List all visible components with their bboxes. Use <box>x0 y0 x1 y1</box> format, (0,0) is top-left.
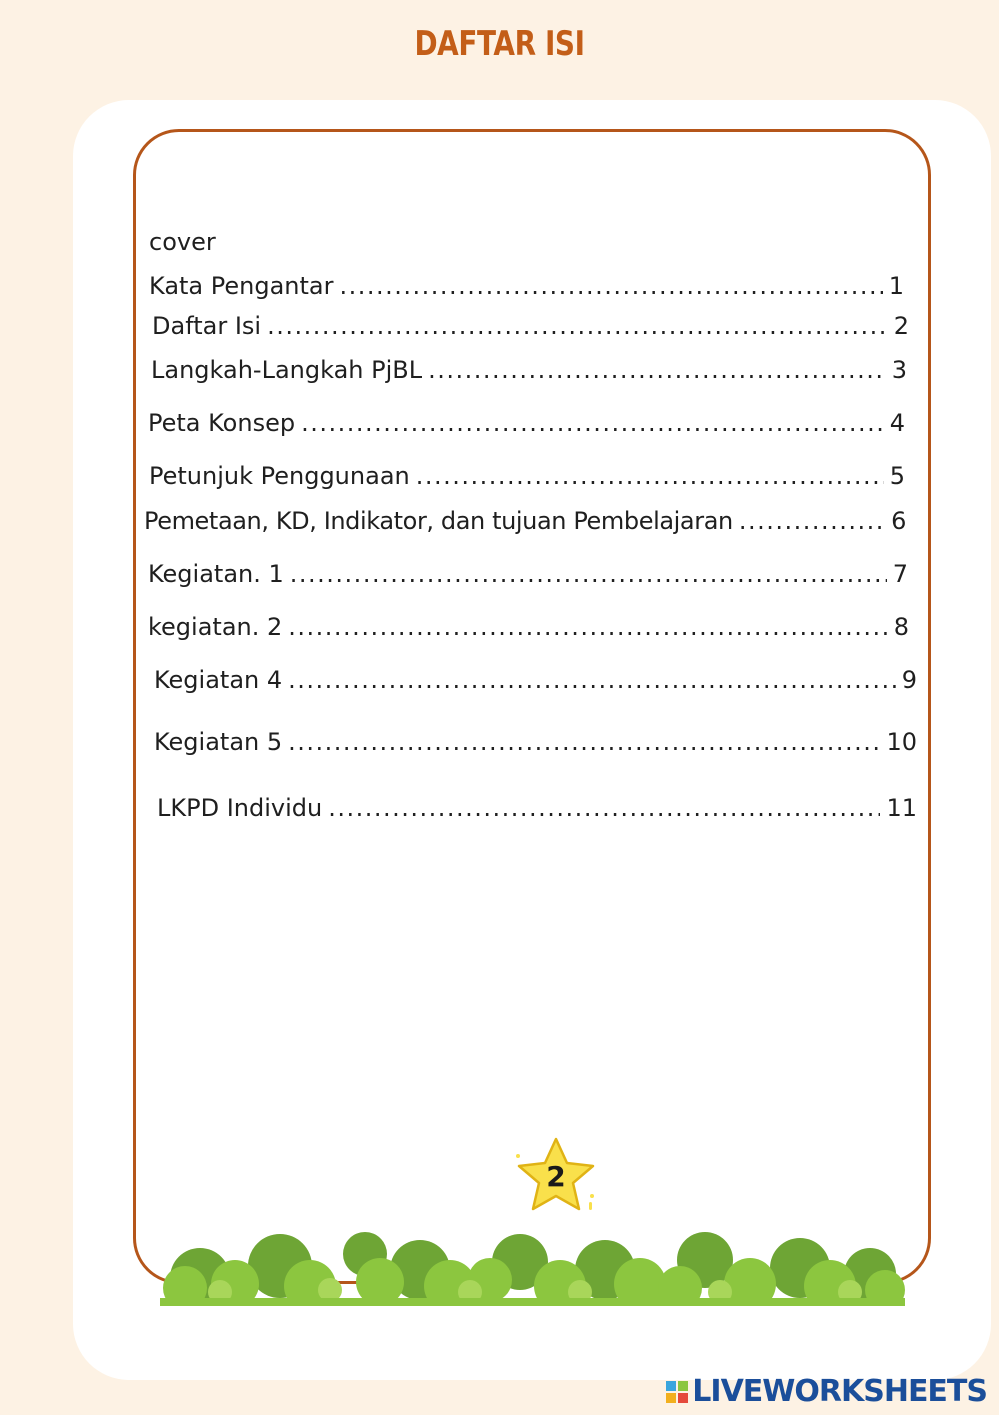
page-number: 2 <box>546 1160 566 1193</box>
toc-label: Kata Pengantar <box>149 272 334 300</box>
toc-page-number: 3 <box>891 356 907 384</box>
toc-leader-dots <box>428 356 886 384</box>
toc-leader-dots <box>267 312 888 340</box>
toc-label: Pemetaan, KD, Indikator, dan tujuan Pembelajaran <box>144 507 733 535</box>
toc-leader-dots <box>416 462 884 490</box>
toc-label: cover <box>149 228 216 256</box>
toc-label: LKPD Individu <box>157 794 323 822</box>
toc-item-peta-konsep <box>148 409 905 437</box>
toc-page-number: 7 <box>892 560 908 588</box>
toc-label: Petunjuk Penggunaan <box>149 462 410 490</box>
toc-item-langkah <box>151 356 907 384</box>
toc-page-number: 6 <box>891 507 906 535</box>
toc-leader-dots <box>340 272 883 300</box>
toc-label: Kegiatan. 1 <box>148 560 284 588</box>
content-frame <box>133 129 931 1284</box>
toc-page-number: 4 <box>889 409 905 437</box>
toc-label: Kegiatan 5 <box>154 728 283 756</box>
watermark-text: LIVEWORKSHEETS <box>692 1374 987 1409</box>
toc-item-petunjuk <box>149 462 905 490</box>
toc-leader-dots <box>290 560 887 588</box>
toc-page-number: 2 <box>893 312 909 340</box>
toc-item-cover <box>149 228 269 256</box>
toc-item-kegiatan-2 <box>148 613 909 641</box>
toc-item-kata-pengantar <box>149 272 904 300</box>
toc-page-number: 1 <box>888 272 904 300</box>
toc-leader-dots <box>328 794 880 822</box>
toc-label: kegiatan. 2 <box>148 613 283 641</box>
toc-item-kegiatan-1 <box>148 560 908 588</box>
toc-page-number: 9 <box>901 666 917 694</box>
toc-leader-dots <box>288 613 887 641</box>
toc-page-number: 11 <box>886 794 917 822</box>
liveworksheets-watermark <box>666 1374 987 1409</box>
bushes-illustration <box>160 1226 905 1306</box>
toc-leader-dots <box>739 507 885 535</box>
liveworksheets-logo-icon <box>666 1381 688 1403</box>
toc-leader-dots <box>301 409 884 437</box>
toc-label: Daftar Isi <box>152 312 262 340</box>
toc-item-lkpd <box>157 794 917 822</box>
toc-label: Kegiatan 4 <box>154 666 283 694</box>
toc-page-number: 10 <box>886 728 917 756</box>
toc-item-kegiatan-5 <box>154 728 917 756</box>
toc-label: Langkah-Langkah PjBL <box>151 356 423 384</box>
toc-item-pemetaan <box>144 507 906 535</box>
page-title: DAFTAR ISI <box>414 24 585 64</box>
toc-page-number: 8 <box>893 613 909 641</box>
toc-label: Peta Konsep <box>148 409 296 437</box>
toc-leader-dots <box>288 666 896 694</box>
page-number-star <box>516 1136 600 1216</box>
toc-item-daftar-isi <box>152 312 909 340</box>
toc-page-number: 5 <box>889 462 905 490</box>
toc-leader-dots <box>288 728 880 756</box>
toc-item-kegiatan-4 <box>154 666 917 694</box>
